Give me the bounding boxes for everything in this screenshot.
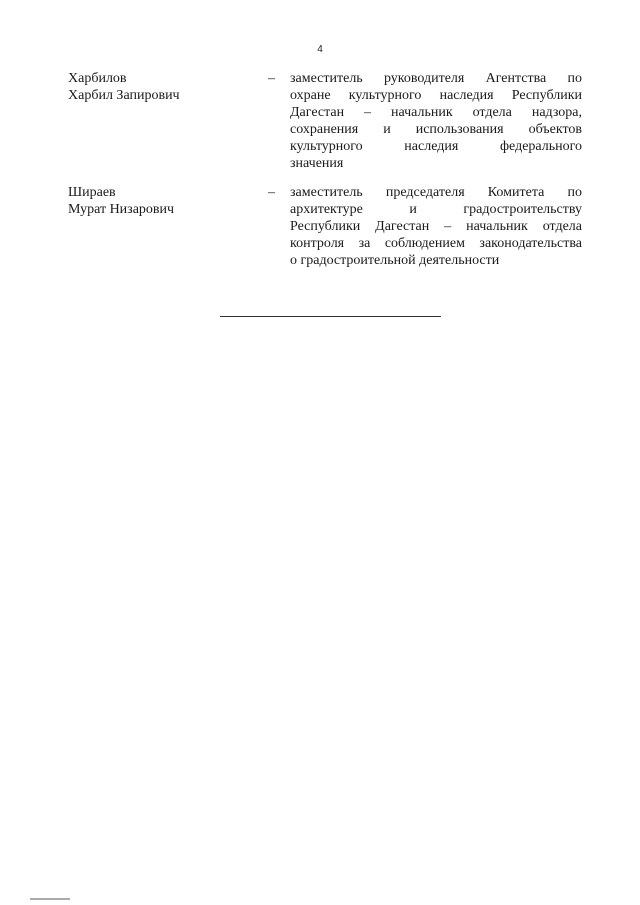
person-name: [68, 70, 258, 104]
position-description: [290, 184, 582, 269]
person-given-names: Харбил Запирович: [68, 88, 180, 103]
position-line: Республики Дагестан – начальник отдела: [290, 219, 582, 234]
person-given-names: Мурат Низарович: [68, 202, 175, 217]
dash-separator: –: [268, 71, 275, 86]
position-line: контроля за соблюдением законодательства: [290, 236, 582, 251]
position-line: архитектуре и градостроительству: [290, 202, 582, 217]
position-line: заместитель руководителя Агентства по: [290, 71, 582, 86]
person-surname: Харбилов: [68, 71, 127, 86]
person-surname: Шираев: [68, 185, 116, 200]
person-name: [68, 184, 258, 218]
position-line: культурного наследия федерального: [290, 139, 582, 154]
dash-separator: –: [268, 185, 275, 200]
position-line: сохранения и использования объектов: [290, 122, 582, 137]
position-description: [290, 70, 582, 172]
scan-edge-mark: [30, 898, 70, 900]
position-line: о градостроительной деятельности: [290, 253, 500, 268]
position-line: охране культурного наследия Республики: [290, 88, 582, 103]
position-line: Дагестан – начальник отдела надзора,: [290, 105, 582, 120]
position-line: значения: [290, 156, 344, 171]
page-number: 4: [317, 44, 323, 55]
position-line: заместитель председателя Комитета по: [290, 185, 582, 200]
closing-divider-line: [220, 316, 441, 317]
